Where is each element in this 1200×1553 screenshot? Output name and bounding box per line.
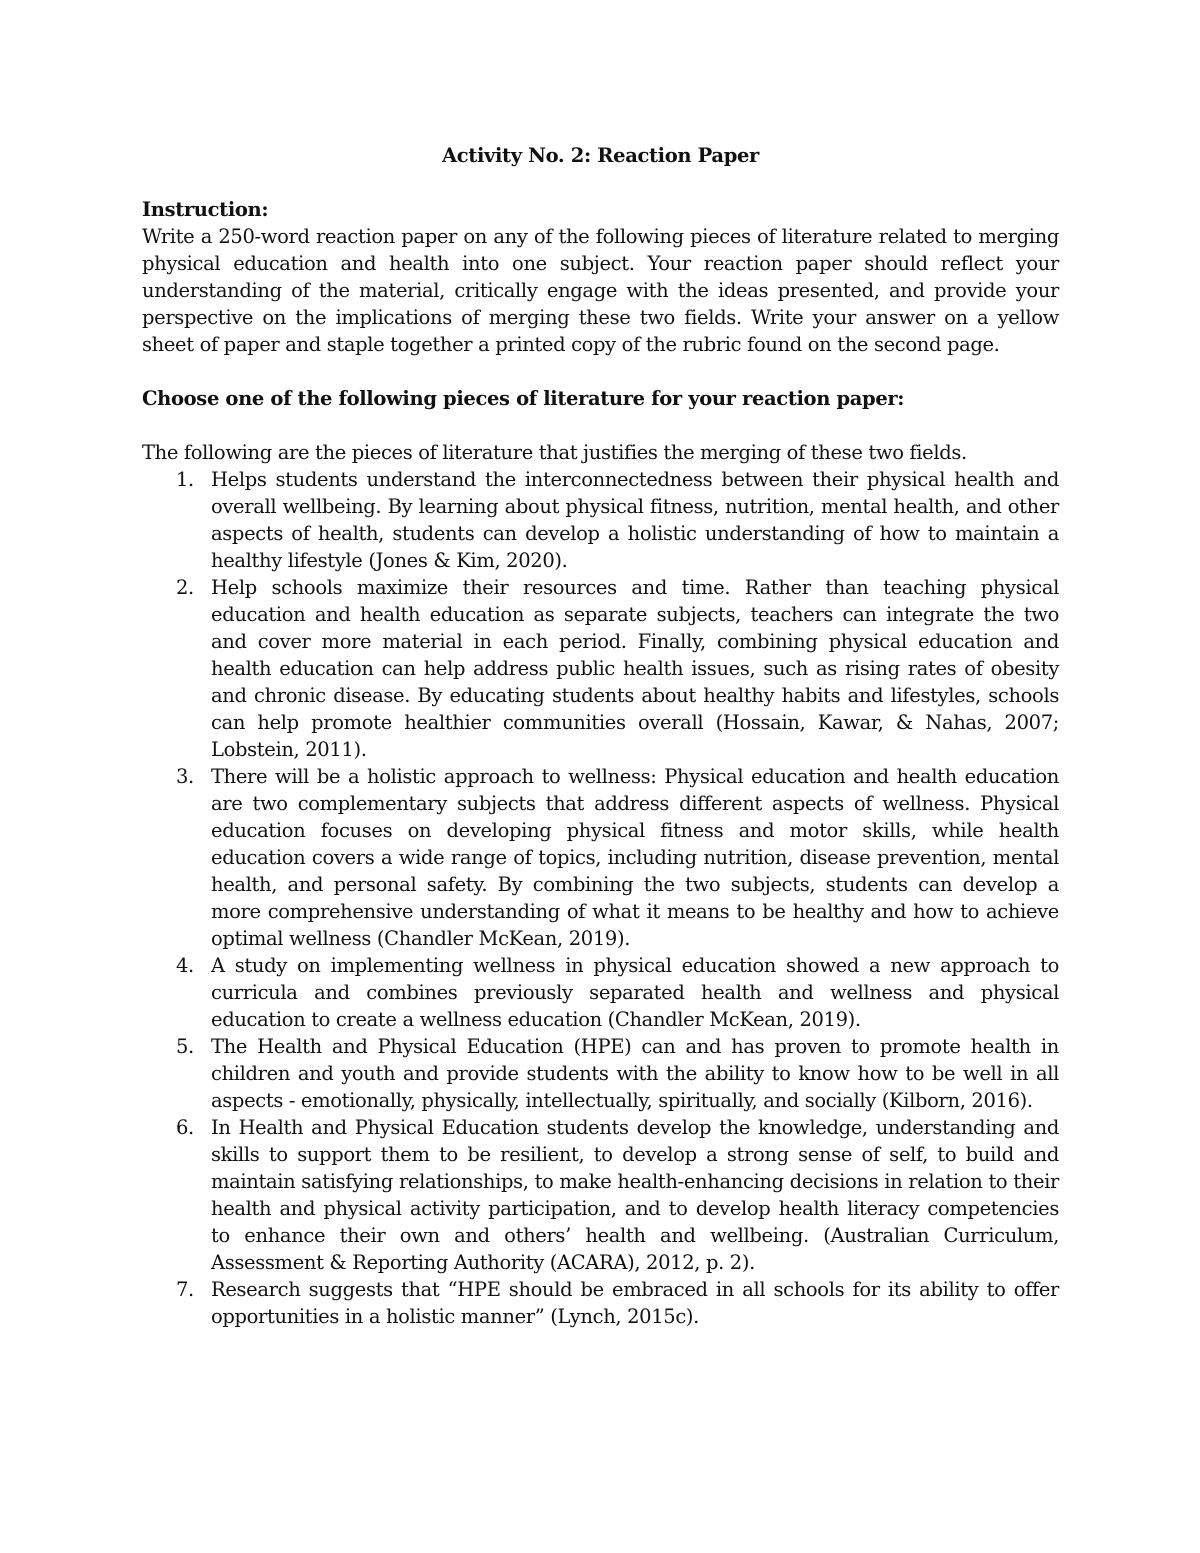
list-item-text: Helps students understand the interconnectedness between their physical health and overall wellbeing. By learning about physical fitness, nutrition, mental health, and other aspects of health, students can develop a holistic understanding of how to maintain a healthy lifestyle (Jones & Kim, 2020). xyxy=(211,468,1059,572)
page-title: Activity No. 2: Reaction Paper xyxy=(441,144,759,167)
list-item xyxy=(142,574,1059,763)
list-item xyxy=(142,763,1059,952)
choose-heading: Choose one of the following pieces of literature for your reaction paper: xyxy=(142,387,905,410)
list-item-text: The Health and Physical Education (HPE) can and has proven to promote health in children and youth and provide students with the ability to know how to be well in all aspects - emotionally, physically, intellectually, spiritually, and socially (Kilborn, 2016). xyxy=(211,1035,1059,1112)
list-item-text: There will be a holistic approach to wellness: Physical education and health education are two complementary subjects that address different aspects of wellness. Physical education focuses on developing physical fitness and motor skills, while health education covers a wide range of topics, including nutrition, disease prevention, mental health, and personal safety. By combining the two subjects, students can develop a more comprehensive understanding of what it means to be healthy and how to achieve optimal wellness (Chandler McKean, 2019). xyxy=(211,765,1059,950)
list-item-number: 7. xyxy=(176,1278,194,1301)
list-item-number: 6. xyxy=(176,1116,194,1139)
list-item-text: In Health and Physical Education students develop the knowledge, understanding and skills to support them to be resilient, to develop a strong sense of self, to build and maintain satisfying relationships, to make health-enhancing decisions in relation to their health and physical activity participation, and to develop health literacy competencies to enhance their own and others’ health and wellbeing. (Australian Curriculum, Assessment & Reporting Authority (ACARA), 2012, p. 2). xyxy=(211,1116,1059,1274)
list-item-number: 4. xyxy=(176,954,194,977)
list-item-number: 3. xyxy=(176,765,194,788)
list-item xyxy=(142,1276,1059,1330)
literature-list xyxy=(142,466,1059,1330)
list-item-text: Research suggests that “HPE should be embraced in all schools for its ability to offer opportunities in a holistic manner” (Lynch, 2015c). xyxy=(211,1278,1059,1328)
list-item xyxy=(142,466,1059,574)
list-item xyxy=(142,1114,1059,1276)
list-item-number: 5. xyxy=(176,1035,194,1058)
document-page xyxy=(142,142,1059,1330)
list-item xyxy=(142,1033,1059,1114)
literature-intro: The following are the pieces of literature that justifies the merging of these two fields. xyxy=(142,441,967,464)
instruction-label: Instruction: xyxy=(142,198,269,221)
instruction-text: Write a 250-word reaction paper on any of the following pieces of literature related to merging physical education and health into one subject. Your reaction paper should reflect your understanding of the material, critically engage with the ideas presented, and provide your perspective on the implications of merging these two fields. Write your answer on a yellow sheet of paper and staple together a printed copy of the rubric found on the second page. xyxy=(142,225,1059,356)
list-item-number: 1. xyxy=(176,468,194,491)
list-item-text: A study on implementing wellness in physical education showed a new approach to curricula and combines previously separated health and wellness and physical education to create a wellness education (Chandler McKean, 2019). xyxy=(211,954,1059,1031)
list-item xyxy=(142,952,1059,1033)
list-item-number: 2. xyxy=(176,576,194,599)
list-item-text: Help schools maximize their resources and time. Rather than teaching physical education and health education as separate subjects, teachers can integrate the two and cover more material in each period. Finally, combining physical education and health education can help address public health issues, such as rising rates of obesity and chronic disease. By educating students about healthy habits and lifestyles, schools can help promote healthier communities overall (Hossain, Kawar, & Nahas, 2007; Lobstein, 2011). xyxy=(211,576,1059,761)
